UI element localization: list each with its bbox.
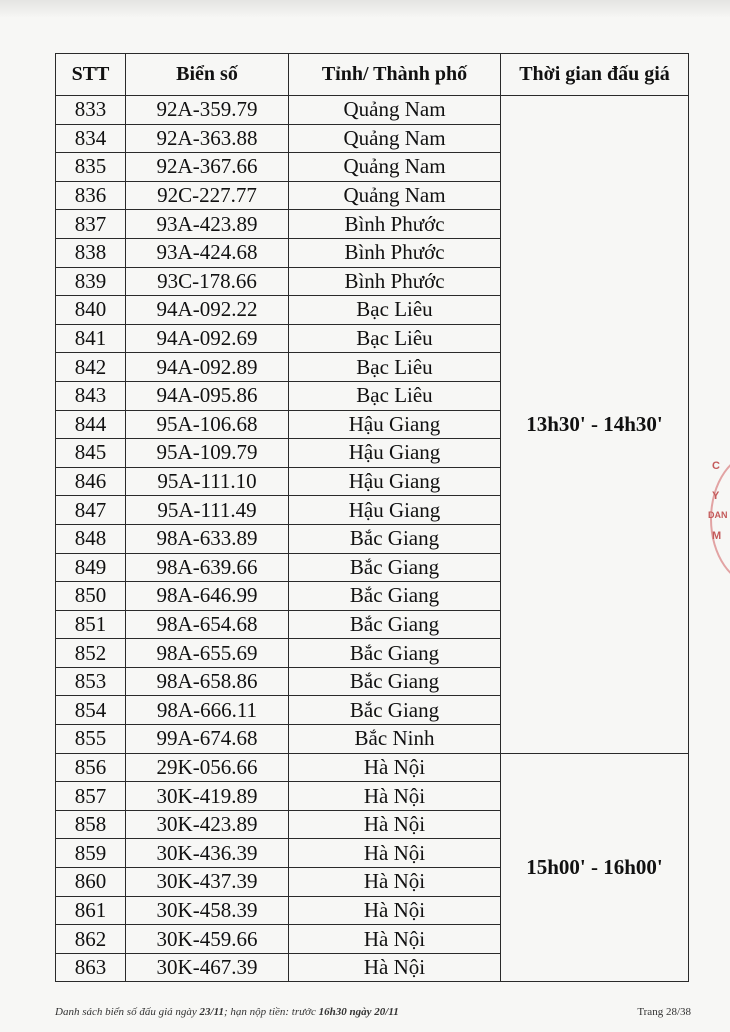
row-province: Hà Nội	[289, 839, 501, 868]
row-plate: 30K-419.89	[126, 782, 289, 811]
row-stt: 849	[56, 553, 126, 582]
row-plate: 95A-106.68	[126, 410, 289, 439]
row-plate: 94A-092.69	[126, 324, 289, 353]
row-plate: 98A-655.69	[126, 639, 289, 668]
row-province: Hậu Giang	[289, 496, 501, 525]
header-province: Tỉnh/ Thành phố	[289, 54, 501, 96]
row-plate: 93C-178.66	[126, 267, 289, 296]
scan-top-shade	[0, 0, 730, 18]
row-stt: 836	[56, 181, 126, 210]
stamp-text-1: C	[712, 460, 720, 472]
row-stt: 835	[56, 153, 126, 182]
row-plate: 92A-359.79	[126, 96, 289, 125]
auction-time-slot: 13h30' - 14h30'	[501, 96, 689, 754]
footer-note-prefix: Danh sách biển số đấu giá ngày	[55, 1006, 200, 1018]
row-province: Hậu Giang	[289, 410, 501, 439]
row-stt: 834	[56, 124, 126, 153]
row-stt: 842	[56, 353, 126, 382]
row-stt: 850	[56, 582, 126, 611]
row-province: Bắc Giang	[289, 696, 501, 725]
row-stt: 857	[56, 782, 126, 811]
row-province: Hà Nội	[289, 810, 501, 839]
row-plate: 92C-227.77	[126, 181, 289, 210]
row-plate: 98A-666.11	[126, 696, 289, 725]
row-plate: 98A-639.66	[126, 553, 289, 582]
row-province: Bắc Giang	[289, 639, 501, 668]
row-province: Bắc Giang	[289, 524, 501, 553]
row-province: Quảng Nam	[289, 124, 501, 153]
row-stt: 845	[56, 439, 126, 468]
row-province: Hà Nội	[289, 896, 501, 925]
row-stt: 851	[56, 610, 126, 639]
row-stt: 853	[56, 667, 126, 696]
row-stt: 848	[56, 524, 126, 553]
row-province: Hậu Giang	[289, 467, 501, 496]
row-stt: 855	[56, 725, 126, 754]
auction-time-slot: 15h00' - 16h00'	[501, 753, 689, 982]
row-stt: 839	[56, 267, 126, 296]
row-plate: 92A-363.88	[126, 124, 289, 153]
row-plate: 95A-109.79	[126, 439, 289, 468]
header-stt: STT	[56, 54, 126, 96]
row-province: Hậu Giang	[289, 439, 501, 468]
row-stt: 846	[56, 467, 126, 496]
footer-note-deadline: 16h30 ngày 20/11	[318, 1006, 399, 1018]
row-stt: 847	[56, 496, 126, 525]
row-plate: 98A-633.89	[126, 524, 289, 553]
row-province: Bắc Giang	[289, 610, 501, 639]
row-province: Hà Nội	[289, 753, 501, 782]
stamp-text-4: M	[712, 530, 722, 542]
row-plate: 30K-459.66	[126, 925, 289, 954]
row-province: Hà Nội	[289, 925, 501, 954]
stamp-text-3: DAN	[708, 510, 728, 520]
row-plate: 94A-095.86	[126, 381, 289, 410]
table-header-row	[56, 54, 689, 96]
row-province: Hà Nội	[289, 782, 501, 811]
row-province: Quảng Nam	[289, 153, 501, 182]
row-plate: 99A-674.68	[126, 725, 289, 754]
row-stt: 841	[56, 324, 126, 353]
row-stt: 838	[56, 238, 126, 267]
row-stt: 840	[56, 296, 126, 325]
row-stt: 844	[56, 410, 126, 439]
red-seal-stamp	[706, 452, 730, 582]
row-stt: 860	[56, 868, 126, 897]
page-number: Trang 28/38	[637, 1006, 691, 1018]
row-plate: 94A-092.89	[126, 353, 289, 382]
row-plate: 98A-654.68	[126, 610, 289, 639]
row-stt: 861	[56, 896, 126, 925]
row-province: Bắc Giang	[289, 553, 501, 582]
row-stt: 852	[56, 639, 126, 668]
row-province: Hà Nội	[289, 868, 501, 897]
table-row	[56, 753, 689, 782]
row-plate: 30K-423.89	[126, 810, 289, 839]
row-plate: 92A-367.66	[126, 153, 289, 182]
row-province: Bắc Giang	[289, 582, 501, 611]
row-province: Bạc Liêu	[289, 324, 501, 353]
row-plate: 98A-658.86	[126, 667, 289, 696]
row-province: Bình Phước	[289, 238, 501, 267]
table-body	[56, 96, 689, 982]
header-plate: Biển số	[126, 54, 289, 96]
row-plate: 93A-423.89	[126, 210, 289, 239]
row-plate: 30K-458.39	[126, 896, 289, 925]
row-province: Quảng Nam	[289, 96, 501, 125]
row-plate: 30K-437.39	[126, 868, 289, 897]
auction-table	[55, 53, 689, 982]
row-province: Bắc Ninh	[289, 725, 501, 754]
table-row	[56, 96, 689, 125]
row-plate: 95A-111.10	[126, 467, 289, 496]
row-province: Bạc Liêu	[289, 381, 501, 410]
row-stt: 862	[56, 925, 126, 954]
header-auction-time: Thời gian đấu giá	[501, 54, 689, 96]
row-stt: 856	[56, 753, 126, 782]
row-province: Bắc Giang	[289, 667, 501, 696]
row-stt: 843	[56, 381, 126, 410]
footer-note-middle: ; hạn nộp tiền: trước	[223, 1006, 319, 1018]
row-province: Bạc Liêu	[289, 296, 501, 325]
row-stt: 854	[56, 696, 126, 725]
row-plate: 30K-467.39	[126, 953, 289, 982]
row-stt: 837	[56, 210, 126, 239]
row-plate: 29K-056.66	[126, 753, 289, 782]
row-plate: 30K-436.39	[126, 839, 289, 868]
row-province: Bạc Liêu	[289, 353, 501, 382]
row-plate: 94A-092.22	[126, 296, 289, 325]
footer-note-date: 23/11	[199, 1006, 224, 1018]
footer-note	[55, 1006, 399, 1018]
row-province: Bình Phước	[289, 210, 501, 239]
row-province: Quảng Nam	[289, 181, 501, 210]
row-stt: 863	[56, 953, 126, 982]
row-stt: 859	[56, 839, 126, 868]
row-province: Hà Nội	[289, 953, 501, 982]
row-province: Bình Phước	[289, 267, 501, 296]
row-plate: 95A-111.49	[126, 496, 289, 525]
stamp-text-2: Y	[712, 490, 720, 502]
row-stt: 858	[56, 810, 126, 839]
row-stt: 833	[56, 96, 126, 125]
row-plate: 93A-424.68	[126, 238, 289, 267]
row-plate: 98A-646.99	[126, 582, 289, 611]
